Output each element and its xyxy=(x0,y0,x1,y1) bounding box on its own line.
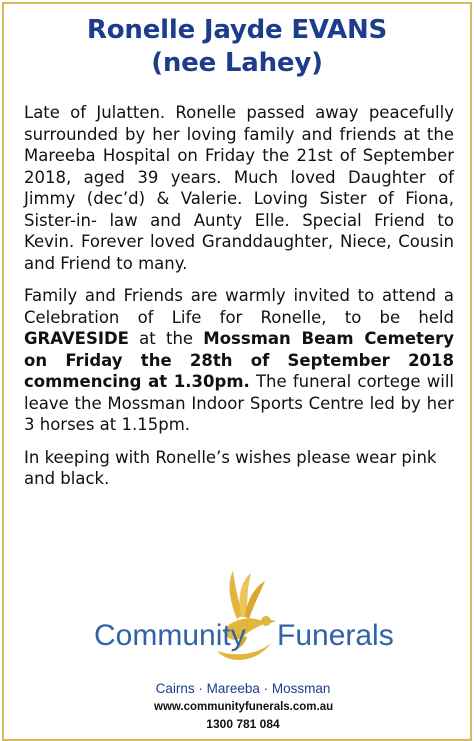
maiden-name: (nee Lahey) xyxy=(151,48,323,78)
logo-word-community: Community xyxy=(94,619,246,652)
service-text-1: Family and Friends are warmly invited to attend a Celebration of Life for Ronelle, to be held xyxy=(24,286,454,327)
obituary-paragraph: Late of Julatten. Ronelle passed away peacefully surrounded by her loving family and friends at the Mareeba Hospital on Friday the 21st of September 2018, aged 39 years. Much loved Daughter of Jimmy (dec’d) & Valerie. Loving Sister of Fiona, Sister-in- law and Aunty Elle. Special Friend to Kevin. Forever loved Granddaughter, Niece, Cousin and Friend to many. xyxy=(24,103,454,273)
logo-phone[interactable]: 1300 781 084 xyxy=(206,717,280,731)
notice-body xyxy=(4,102,470,490)
notice-frame xyxy=(2,2,472,741)
service-paragraph xyxy=(24,285,454,436)
dress-request-paragraph: In keeping with Ronelle’s wishes please wear pink and black. xyxy=(24,447,437,488)
logo-website[interactable]: www.communityfunerals.com.au xyxy=(154,701,334,713)
community-funerals-logo xyxy=(4,569,470,734)
service-text-3: The funeral cortege will leave the Mossman Indoor Sports Centre led by her 3 horses at 1.15pm. xyxy=(24,372,454,434)
logo-locations: Cairns · Mareeba · Mossman xyxy=(155,681,331,696)
notice-title xyxy=(4,14,470,80)
service-location-graveside: GRAVESIDE xyxy=(24,329,129,348)
service-text-2: at the xyxy=(128,329,204,348)
service-details: Mossman Beam Cemetery on Friday the 28th of September 2018 commencing at 1.30pm. xyxy=(24,329,454,391)
logo-word-funerals: Funerals xyxy=(277,619,394,652)
deceased-name: Ronelle Jayde EVANS xyxy=(86,15,388,45)
